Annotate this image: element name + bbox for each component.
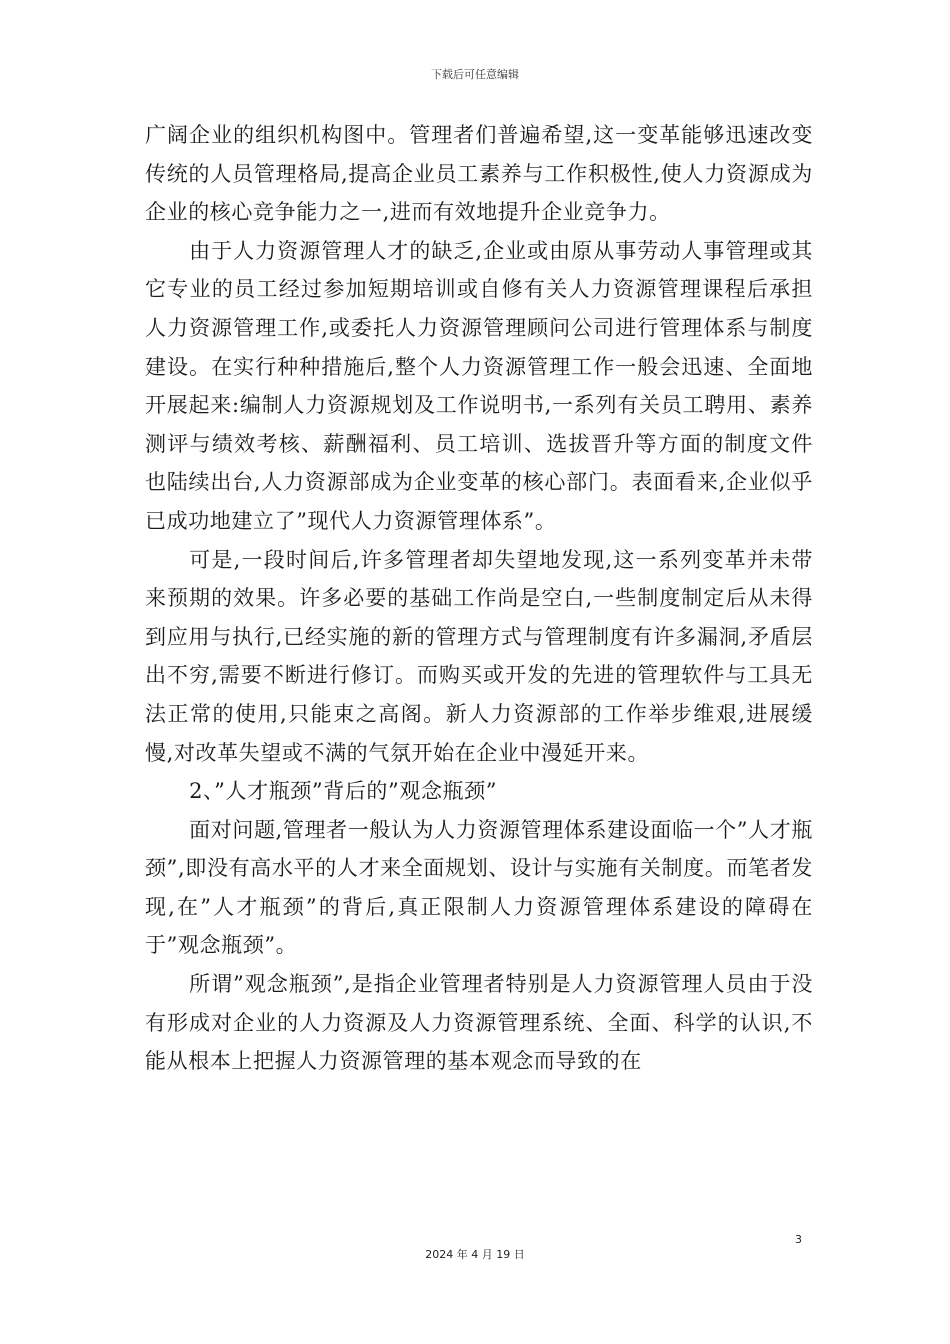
paragraph-continuation: 广阔企业的组织机构图中。管理者们普遍希望,这一变革能够迅速改变传统的人员管理格局,提高企业员工素养与工作积极性,使人力资源成为企业的核心竞争能力之一,进而有效地提升企业竞争力。 bbox=[145, 123, 813, 225]
page-header: 下载后可任意编辑 bbox=[431, 68, 519, 81]
footer-date: 2024 年 4 月 19 日 bbox=[425, 1248, 525, 1261]
paragraph: 面对问题,管理者一般认为人力资源管理体系建设面临一个”人才瓶颈”,即没有高水平的人才来全面规划、设计与实施有关制度。而笔者发现,在”人才瓶颈”的背后,真正限制人力资源管理体系建设的障碍在于”观念瓶颈”。 bbox=[145, 817, 813, 958]
document-body bbox=[145, 116, 813, 1081]
section-heading: 2、”人才瓶颈”背后的”观念瓶颈” bbox=[189, 779, 498, 804]
paragraph: 所谓”观念瓶颈”,是指企业管理者特别是人力资源管理人员由于没有形成对企业的人力资源及人力资源管理系统、全面、科学的认识,不能从根本上把握人力资源管理的基本观念而导致的在 bbox=[145, 972, 813, 1074]
page-number: 3 bbox=[795, 1233, 802, 1246]
paragraph: 由于人力资源管理人才的缺乏,企业或由原从事劳动人事管理或其它专业的员工经过参加短期培训或自修有关人力资源管理课程后承担人力资源管理工作,或委托人力资源管理顾问公司进行管理体系与制度建设。在实行种种措施后,整个人力资源管理工作一般会迅速、全面地开展起来:编制人力资源规划及工作说明书,一系列有关员工聘用、素养测评与绩效考核、薪酬福利、员工培训、选拔晋升等方面的制度文件也陆续出台,人力资源部成为企业变革的核心部门。表面看来,企业似乎已成功地建立了”现代人力资源管理体系”。 bbox=[145, 238, 813, 533]
paragraph: 可是,一段时间后,许多管理者却失望地发现,这一系列变革并未带来预期的效果。许多必要的基础工作尚是空白,一些制度制定后从未得到应用与执行,已经实施的新的管理方式与管理制度有许多漏洞,矛盾层出不穷,需要不断进行修订。而购买或开发的先进的管理软件与工具无法正常的使用,只能束之高阁。新人力资源部的工作举步维艰,进展缓慢,对改革失望或不满的气氛开始在企业中漫延开来。 bbox=[145, 547, 813, 765]
